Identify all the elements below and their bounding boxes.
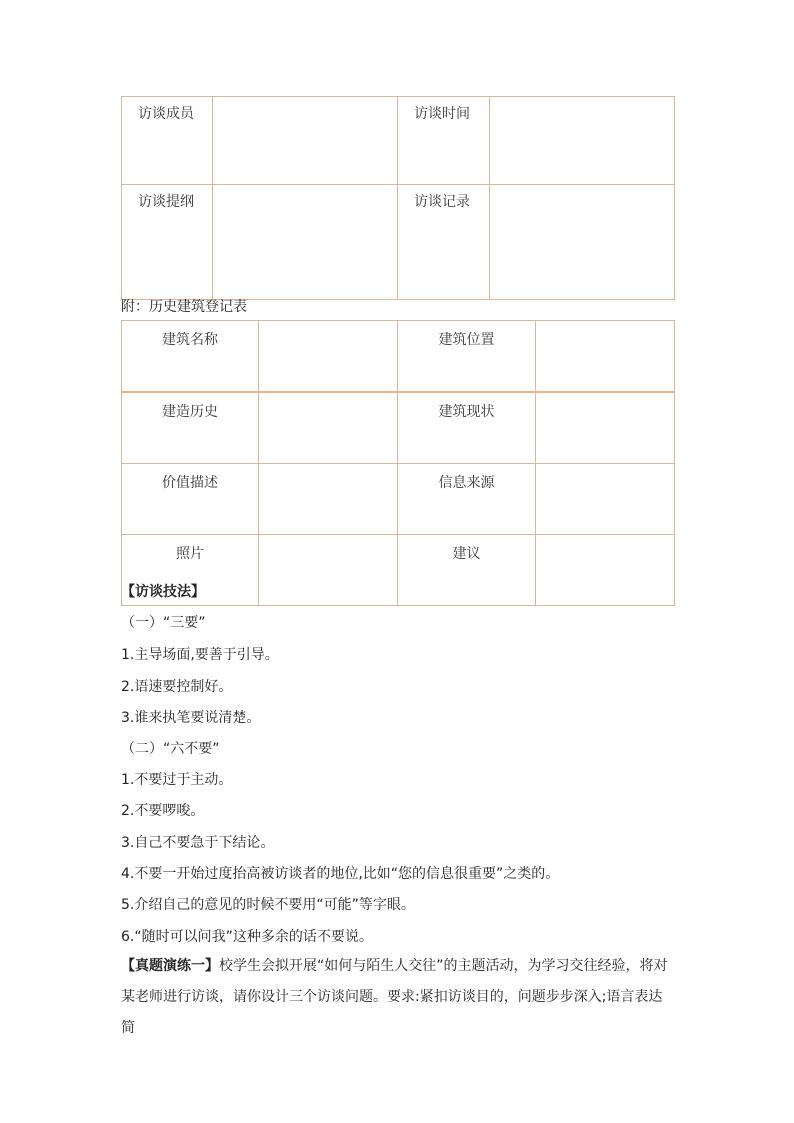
practice-label: 【真题演练一】	[121, 958, 219, 974]
interview-time-cell[interactable]	[490, 97, 675, 185]
suggestion-label: 建议	[398, 535, 536, 606]
photo-cell[interactable]	[259, 535, 398, 606]
practice-paragraph	[121, 951, 676, 1044]
building-name-label: 建筑名称	[122, 321, 259, 393]
interview-record-label: 访谈记录	[398, 185, 490, 300]
table-row	[122, 321, 675, 393]
list-item: 3.自己不要急于下结论。	[121, 835, 275, 851]
list-item: 3.谁来执笔要说清楚。	[121, 710, 261, 726]
value-description-label: 价值描述	[122, 464, 259, 535]
table-row	[122, 97, 675, 185]
suggestion-cell[interactable]	[536, 535, 675, 606]
info-source-label: 信息来源	[398, 464, 536, 535]
table-row	[122, 185, 675, 300]
interview-members-cell[interactable]	[213, 97, 398, 185]
list-item: 2.不要啰唆。	[121, 803, 205, 819]
interview-time-label: 访谈时间	[398, 97, 490, 185]
table-row	[122, 392, 675, 464]
list-item: 1.主导场面,要善于引导。	[121, 647, 279, 663]
section-title: （一）“三要”	[121, 615, 206, 631]
building-name-cell[interactable]	[259, 321, 398, 393]
annex-title: 附：历史建筑登记表	[121, 299, 247, 315]
list-item: 2.语速要控制好。	[121, 679, 233, 695]
building-registration-table	[121, 320, 675, 606]
building-status-label: 建筑现状	[398, 392, 536, 464]
list-item: 5.介绍自己的意见的时候不要用“可能”等字眼。	[121, 897, 415, 913]
info-source-cell[interactable]	[536, 464, 675, 535]
value-description-cell[interactable]	[259, 464, 398, 535]
list-item: 1.不要过于主动。	[121, 772, 233, 788]
construction-history-cell[interactable]	[259, 392, 398, 464]
table-row	[122, 464, 675, 535]
interview-members-label: 访谈成员	[122, 97, 213, 185]
list-item: 6.“随时可以问我”这种多余的话不要说。	[121, 929, 373, 945]
building-location-cell[interactable]	[536, 321, 675, 393]
interview-record-cell[interactable]	[490, 185, 675, 300]
building-location-label: 建筑位置	[398, 321, 536, 393]
interview-table	[121, 96, 675, 300]
interview-outline-cell[interactable]	[213, 185, 398, 300]
section-title: （二）“六不要”	[121, 741, 220, 757]
practice-text: 校学生会拟开展“如何与陌生人交往”的主题活动，为学习交往经验，将对某老师进行访谈，请你设计三个访谈问题。要求:紧扣访谈目的，问题步步深入;语言表达简	[121, 958, 668, 1036]
list-item: 4.不要一开始过度抬高被访谈者的地位,比如“您的信息很重要”之类的。	[121, 866, 560, 882]
building-status-cell[interactable]	[536, 392, 675, 464]
techniques-heading: 【访谈技法】	[121, 584, 205, 600]
photo-label: 照片	[122, 535, 259, 606]
interview-outline-label: 访谈提纲	[122, 185, 213, 300]
construction-history-label: 建造历史	[122, 392, 259, 464]
